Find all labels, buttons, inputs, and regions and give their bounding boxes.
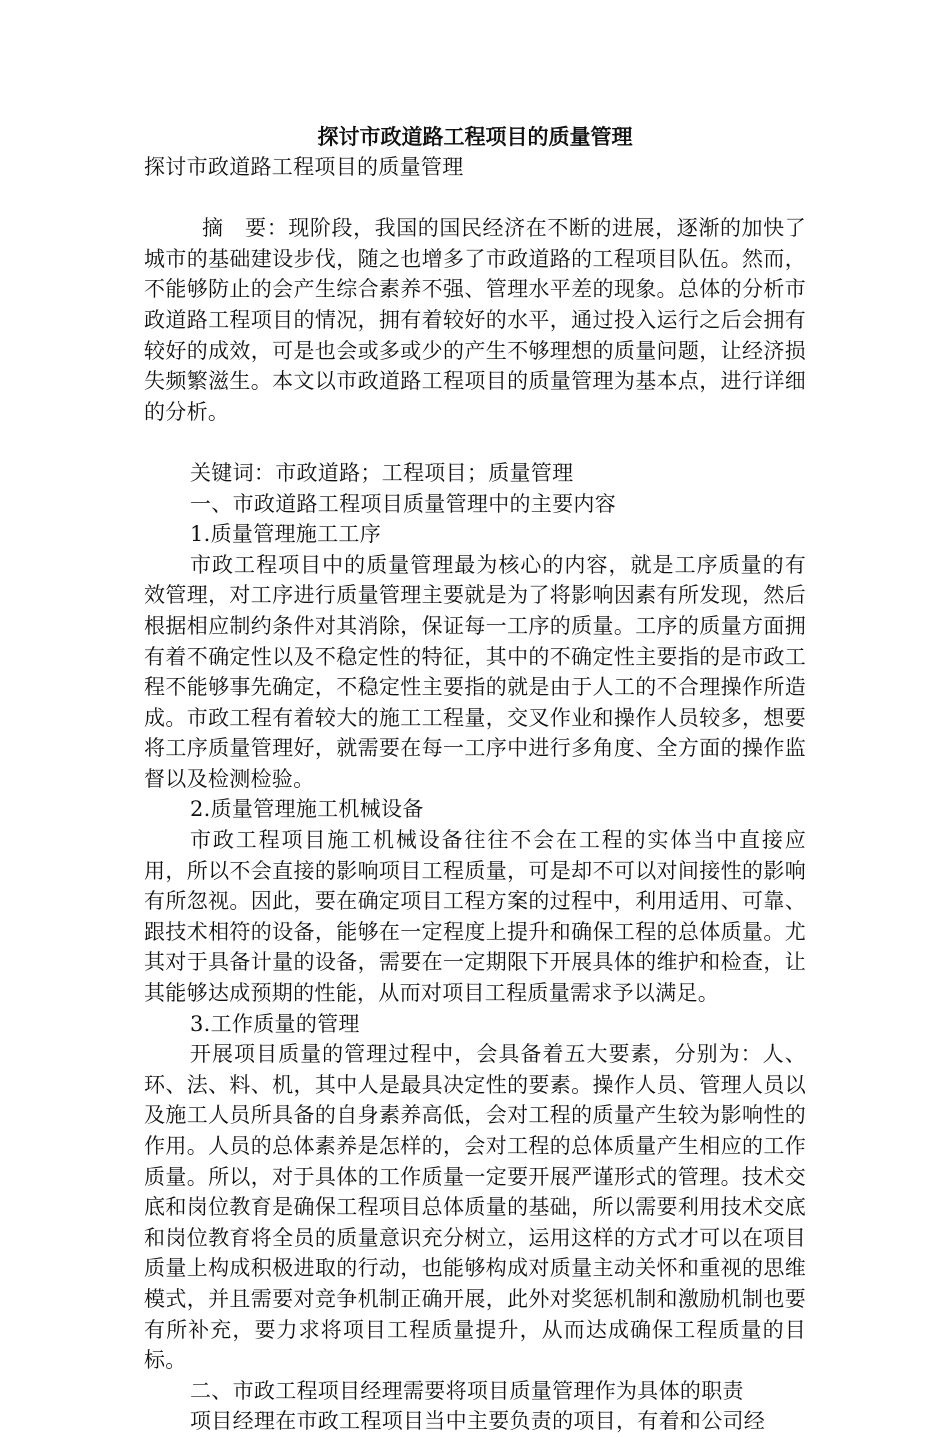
abstract-paragraph: 摘 要：现阶段，我国的国民经济在不断的进展，逐渐的加快了城市的基础建设步伐，随之也增多了市政道路的工程项目队伍。然而，不能够防止的会产生综合素养不强、管理水平差的现象。总体的分析市政道路工程项目的情况，拥有着较好的水平，通过投入运行之后会拥有较好的成效，可是也会或多或少的产生不够理想的质量问题，让经济损失频繁滋生。本文以市政道路工程项目的质量管理为基本点，进行详细的分析。 <box>144 216 806 424</box>
blank-line <box>144 427 806 458</box>
document-subtitle: 探讨市政道路工程项目的质量管理 <box>144 155 464 179</box>
subsection-2-body: 市政工程项目施工机械设备往往不会在工程的实体当中直接应用，所以不会直接的影响项目工程质量，可是却不可以对间接性的影响有所忽视。因此，要在确定项目工程方案的过程中，利用适用、可靠、跟技术相符的设备，能够在一定程度上提升和确保工程的总体质量。尤其对于具备计量的设备，需要在一定期限下开展具体的维护和检查，让其能够达成预期的性能，从而对项目工程质量需求予以满足。 <box>144 828 806 1006</box>
blank-line <box>144 183 806 214</box>
document-page <box>144 122 806 1437</box>
subsection-3-heading: 3.工作质量的管理 <box>190 1011 360 1036</box>
section-2-heading: 二、市政工程项目经理需要将项目质量管理作为具体的职责 <box>190 1378 744 1403</box>
subsection-1-body: 市政工程项目中的质量管理最为核心的内容，就是工序质量的有效管理，对工序进行质量管理主要就是为了将影响因素有所发现，然后根据相应制约条件对其消除，保证每一工序的质量。工序的质量方面拥有着不确定性以及不稳定性的特征，其中的不确定性主要指的是市政工程不能够事先确定，不稳定性主要指的就是由于人工的不合理操作所造成。市政工程有着较大的施工工程量，交叉作业和操作人员较多，想要将工序质量管理好，就需要在每一工序中进行多角度、全方面的操作监督以及检测检验。 <box>144 552 806 791</box>
subsection-3-body: 开展项目质量的管理过程中，会具备着五大要素，分别为：人、环、法、料、机，其中人是最具决定性的要素。操作人员、管理人员以及施工人员所具备的自身素养高低，会对工程的质量产生较为影响性的作用。人员的总体素养是怎样的，会对工程的总体质量产生相应的工作质量。所以，对于具体的工作质量一定要开展严谨形式的管理。技术交底和岗位教育是确保工程项目总体质量的基础，所以需要利用技术交底和岗位教育将全员的质量意识充分树立，运用这样的方式才可以在项目质量上构成积极进取的行动，也能够构成对质量主动关怀和重视的思维模式，并且需要对竞争机制正确开展，此外对奖惩机制和激励机制也要有所补充，要力求将项目工程质量提升，从而达成确保工程质量的目标。 <box>144 1042 806 1373</box>
keywords-line: 关键词：市政道路；工程项目；质量管理 <box>190 460 574 485</box>
section-2-body: 项目经理在市政工程项目当中主要负责的项目，有着和公司经 <box>190 1409 766 1434</box>
subsection-1-heading: 1.质量管理施工工序 <box>190 522 382 547</box>
section-1-heading: 一、市政道路工程项目质量管理中的主要内容 <box>190 491 616 516</box>
document-title: 探讨市政道路工程项目的质量管理 <box>317 124 633 149</box>
subsection-2-heading: 2.质量管理施工机械设备 <box>190 797 424 822</box>
